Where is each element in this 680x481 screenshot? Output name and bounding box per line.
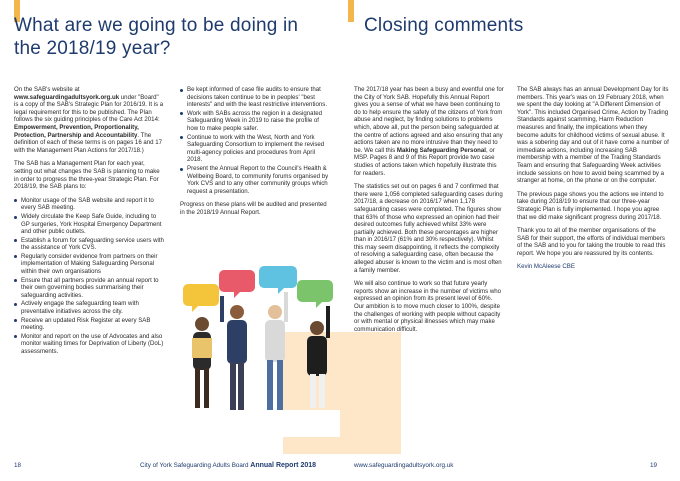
footer-url-link[interactable]: www.safeguardingadultsyork.org.uk xyxy=(354,462,454,469)
person-figure xyxy=(220,296,247,410)
management-plan-paragraph: The SAB has a Management Plan for each year, setting out what changes the SAB is planning to make in order to progress the three-year Strategic Plan. For 2018/19, the SAB plans to: xyxy=(14,160,160,191)
list-item: Establish a forum for safeguarding service users with the assistance of York CVS. xyxy=(14,237,164,252)
right-heading: Closing comments xyxy=(364,15,524,36)
future-work-paragraph: We will also continue to work so that future yearly reports show an increase in the number of victims who expressed an opinion from its present level of 60%. Our ambition is to move much closer to 100%, despite the challenges of working with people without capacity or with mental or physical illnesses which may make communication difficult. xyxy=(354,280,501,333)
plan-bullet-list-continued xyxy=(180,86,330,195)
thanks-paragraph: Thank you to all of the member organisations of the SAB for their support, the efforts of individual members of the SAB and to you for taking the trouble to read this report. We hope you are reassured by its contents. xyxy=(517,227,666,257)
people-with-speech-bubbles-photo xyxy=(180,262,340,437)
signature: Kevin McAleese CBE xyxy=(517,263,575,271)
list-item: Work with SABs across the region in a designated Safeguarding Week in 2019 to raise the profile of how to make people safer. xyxy=(180,110,330,133)
list-item: Receive an updated Risk Register at every SAB meeting. xyxy=(14,317,164,332)
speech-bubbles xyxy=(183,266,333,312)
page-number-right: 19 xyxy=(650,462,658,469)
closing-paragraph-1: The 2017/18 year has been a busy and eventful one for the City of York SAB. Hopefully this Annual Report gives you a sense of what we have been continuing to do to help ensure the safety of the citizens of York from abuse and neglect, by finding solutions to problems which, above all, put the person being safeguarded at the centre of actions agreed and also ensuring that any actions taken are no more intrusive than they need to be. We call this Making Safeguarding Personal, or MSP. Pages 8 and 9 of this Report provide two case studies of actions taken which hopefully illustrate this for readers. xyxy=(354,86,504,177)
intro-paragraph: On the SAB's website at www.safeguardingadultsyork.org.uk under "Board" is a copy of the SAB's Strategic Plan for 2016/19. It is a legal requirement for this to be published. The Plan follows the six guiding principles of the Care Act 2014: Empowerment, Prevention, Proportionality, Protection, Partnership and Accountability. The definition of each of these terms is on pages 16 and 17 with the Management Plan Actions for 2017/18.) xyxy=(14,86,164,154)
person-figure xyxy=(192,317,212,408)
left-column-1 xyxy=(14,86,164,362)
website-link[interactable]: www.safeguardingadultsyork.org.uk xyxy=(14,93,120,101)
list-item: Actively engage the safeguarding team with preventative initiatives across the city. xyxy=(14,300,164,315)
person-figure xyxy=(265,292,288,410)
list-item: Monitor and report on the use of Advocates and also monitor waiting times for Deprivation of Liberty (DoL) assessments. xyxy=(14,333,164,356)
right-column-1 xyxy=(354,86,504,339)
list-item: Be kept informed of case file audits to ensure that decisions taken continue to be in peoples' "best interests" and with the least restrictive interventions. xyxy=(180,86,330,109)
list-item: Regularly consider evidence from partners on their implementation of Making Safeguarding Personal within their own organisations xyxy=(14,253,164,276)
page-number-left: 18 xyxy=(14,462,22,469)
development-day-paragraph: The SAB always has an annual Development Day for its members. This year's was on 19 February 2018, when we spent the day looking at "A Different Dimension of York". This included Organised Crime, Action by Trading Standards against scamming, Harm Reduction measures and finally, the implications when they become adults for childhood victims of sexual abuse. It was a sobering day and out of it have come a number of immediate actions, including increasing SAB membership with a member of the Trading Standards Team and ensuring that Safeguarding Week activities include sessions on how to avoid being scammed by a stranger at home, on the phone or on the computer. xyxy=(517,86,669,185)
list-item: Ensure that all partners provide an annual report to their own governing bodies summarising their safeguarding activities. xyxy=(14,277,164,300)
progress-paragraph: Progress on these plans will be audited and presented in the 2018/19 Annual Report. xyxy=(180,201,327,216)
person-figure xyxy=(307,306,330,408)
list-item: Widely circulate the Keep Safe Guide, including to GP surgeries, York Hospital Emergency Department and other public outlets. xyxy=(14,213,164,236)
orange-accent-bar xyxy=(348,0,354,22)
left-column-2 xyxy=(180,86,330,223)
footer-title: City of York Safeguarding Adults Board Annual Report 2018 xyxy=(140,462,317,469)
right-column-2 xyxy=(517,86,669,277)
list-item: Continue to work with the West, North and York Safeguarding Consortium to implement the revised multi-agency policies and procedures from April 2018. xyxy=(180,134,330,164)
statistics-paragraph: The statistics set out on pages 6 and 7 confirmed that there were 1,056 completed safeguarding cases during 2017/18, a decrease on 2016/17 when 1,178 safeguarding cases were completed. The figures show that 63% of those who expressed an opinion had their desired outcomes fully achieved whilst 33% were partially achieved. Both these percentages are higher than in 2016/17 (61% and 30% respectively). Whilst this may seem disappointing, it reflects the complexity of resolving a safeguarding case, often because the alleged abuser is known to the victim and is most often a family member. xyxy=(354,183,503,274)
list-item: Present the Annual Report to the Council's Health & Wellbeing Board, to community forums organised by York CVS and to any other community groups which request a presentation. xyxy=(180,165,330,195)
list-item: Monitor usage of the SAB website and report it to every SAB meeting. xyxy=(14,197,164,212)
actions-paragraph: The previous page shows you the actions we intend to take during 2018/19 to ensure that our three-year Strategic Plan is fully implemented. I hope you agree that we did make significant progress during 2017/18. xyxy=(517,190,664,221)
left-heading: What are we going to be doing in the 2018/19 year? xyxy=(14,15,299,59)
plan-bullet-list xyxy=(14,197,164,356)
